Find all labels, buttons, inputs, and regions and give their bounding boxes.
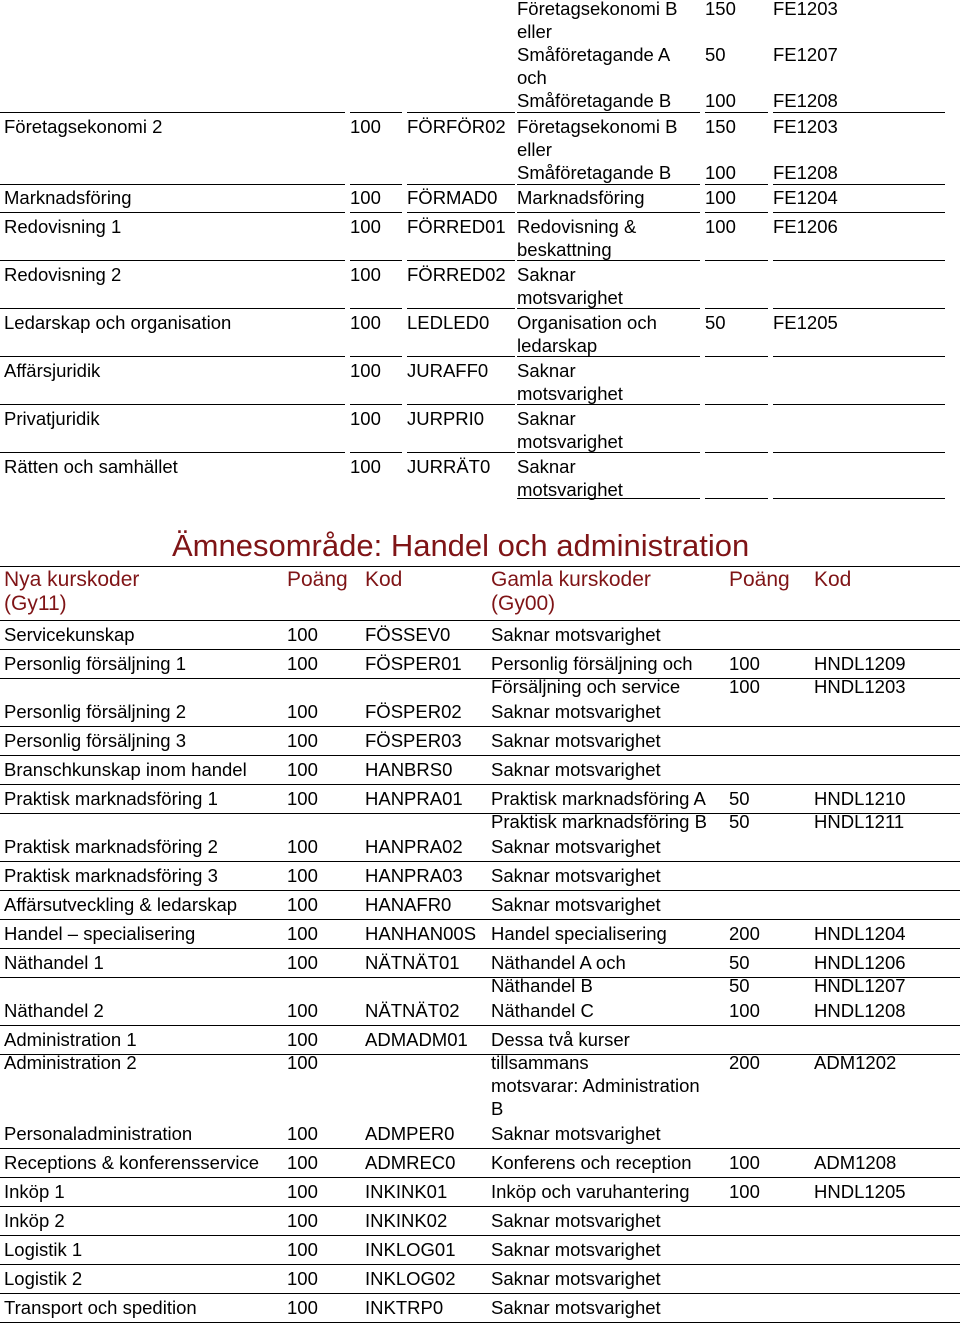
row-divider (407, 356, 515, 357)
row-divider (705, 184, 768, 185)
row-divider (773, 356, 945, 357)
old-course-name: Saknar motsvarighet (491, 836, 661, 857)
row-divider (0, 977, 960, 978)
old-course-code: FE1203 FE1207 FE1208 (773, 0, 838, 111)
course-code: ADMPER0 (365, 1123, 455, 1144)
course-code: HANBRS0 (365, 759, 453, 780)
old-course-points: 100 100 (729, 653, 760, 697)
course-name: Praktisk marknadsföring 2 (4, 836, 218, 857)
row-divider (407, 404, 515, 405)
course-name: Näthandel 2 (4, 1000, 104, 1021)
old-course-name: Personlig försäljning och Försäljning och service (491, 653, 693, 697)
course-code: HANPRA02 (365, 836, 463, 857)
row-divider (407, 184, 515, 185)
course-points: 100 (287, 836, 318, 857)
row-divider (517, 498, 700, 499)
row-divider (705, 498, 768, 499)
course-name: Personlig försäljning 1 (4, 653, 187, 674)
old-course-points: 50 (705, 312, 726, 333)
old-course-name: Inköp och varuhantering (491, 1181, 690, 1202)
old-course-code: HNDL1205 (814, 1181, 906, 1202)
course-code: FÖSPER01 (365, 653, 462, 674)
old-course-points: 100 (729, 1181, 760, 1202)
old-course-name: Saknar motsvarighet (491, 1297, 661, 1318)
course-name: Personlig försäljning 2 (4, 701, 187, 722)
section-heading: Ämnesområde: Handel och administration (172, 528, 750, 563)
row-divider (773, 308, 945, 309)
row-divider (0, 1025, 960, 1026)
row-divider (0, 919, 960, 920)
course-name: Privatjuridik (4, 408, 100, 429)
course-name: Inköp 2 (4, 1210, 65, 1231)
course-name: Receptions & konferensservice (4, 1152, 260, 1173)
course-points: 100 (287, 653, 318, 674)
course-code: FÖRFÖR02 (407, 116, 506, 137)
course-points: 100 (350, 187, 381, 208)
row-divider (0, 861, 960, 862)
course-points: 100 (287, 1152, 318, 1173)
old-course-code: FE1204 (773, 187, 838, 208)
row-divider (773, 260, 945, 261)
course-code: NÄTNÄT01 (365, 952, 460, 973)
course-code: NÄTNÄT02 (365, 1000, 460, 1021)
header-old-courses: Gamla kurskoder (Gy00) (491, 568, 651, 615)
old-course-code: ADM1208 (814, 1152, 897, 1173)
old-course-name: Redovisning & beskattning (517, 216, 637, 260)
row-divider (407, 112, 515, 113)
course-code: INKLOG01 (365, 1239, 456, 1260)
course-name: Logistik 2 (4, 1268, 83, 1289)
course-points: 100 (350, 408, 381, 429)
course-code: HANAFR0 (365, 894, 452, 915)
row-divider (705, 308, 768, 309)
course-points: 100 (287, 894, 318, 915)
old-course-code: FE1203 FE1208 (773, 116, 838, 183)
course-points: 100 (350, 456, 381, 477)
course-points: 100 (287, 730, 318, 751)
old-course-name: Saknar motsvarighet (517, 456, 623, 500)
row-divider (517, 212, 700, 213)
old-course-name: Handel specialisering (491, 923, 667, 944)
header-new-courses: Nya kurskoder (Gy11) (4, 568, 140, 615)
row-divider (517, 184, 700, 185)
row-divider (350, 308, 402, 309)
course-points: 100 (350, 216, 381, 237)
row-divider (705, 260, 768, 261)
old-course-points: 150 100 (705, 116, 736, 183)
course-name: Personlig försäljning 3 (4, 730, 187, 751)
course-points: 100 (287, 788, 318, 809)
header-old-points: Poäng (729, 568, 790, 591)
old-course-points: 100 (705, 187, 736, 208)
old-course-name: Konferens och reception (491, 1152, 692, 1173)
old-course-name: Saknar motsvarighet (491, 701, 661, 722)
row-divider (705, 356, 768, 357)
row-divider (350, 356, 402, 357)
old-course-name: Företagsekonomi B eller Småföretagande A och Småföretagande B (517, 0, 678, 111)
row-divider (350, 452, 402, 453)
row-divider (773, 404, 945, 405)
course-code: JURPRI0 (407, 408, 485, 429)
old-course-code: ADM1202 (814, 1052, 897, 1073)
old-course-points: 200 (729, 1052, 760, 1073)
course-name: Administration 1 Administration 2 (4, 1029, 137, 1073)
course-name: Servicekunskap (4, 624, 135, 645)
row-divider (350, 404, 402, 405)
old-course-points: 100 (729, 1152, 760, 1173)
row-divider (350, 184, 402, 185)
row-divider (705, 212, 768, 213)
course-name: Rätten och samhället (4, 456, 178, 477)
course-code: FÖRRED01 (407, 216, 506, 237)
row-divider (517, 112, 700, 113)
course-name: Logistik 1 (4, 1239, 83, 1260)
row-divider (0, 1177, 960, 1178)
course-name: Företagsekonomi 2 (4, 116, 163, 137)
course-code: HANHAN00S (365, 923, 477, 944)
old-course-name: Praktisk marknadsföring A Praktisk marknadsföring B (491, 788, 707, 832)
row-divider (0, 308, 345, 309)
course-name: Affärsutveckling & ledarskap (4, 894, 238, 915)
old-course-name: Näthandel A och Näthandel B (491, 952, 626, 996)
course-points: 100 (350, 116, 381, 137)
course-points: 100 100 (287, 1029, 318, 1073)
course-points: 100 (350, 360, 381, 381)
old-course-code: HNDL1209 HNDL1203 (814, 653, 906, 697)
old-course-name: Saknar motsvarighet (491, 759, 661, 780)
course-points: 100 (287, 1239, 318, 1260)
course-points: 100 (287, 1268, 318, 1289)
course-name: Redovisning 2 (4, 264, 122, 285)
row-divider (773, 184, 945, 185)
course-name: Marknadsföring (4, 187, 132, 208)
course-name: Ledarskap och organisation (4, 312, 232, 333)
course-code: ADMADM01 (365, 1029, 468, 1050)
row-divider (0, 784, 960, 785)
row-divider (517, 308, 700, 309)
course-name: Redovisning 1 (4, 216, 122, 237)
course-points: 100 (287, 1123, 318, 1144)
old-course-name: Saknar motsvarighet (491, 1239, 661, 1260)
row-divider (0, 1054, 960, 1055)
course-points: 100 (287, 952, 318, 973)
course-points: 100 (287, 759, 318, 780)
row-divider (0, 726, 960, 727)
row-divider (0, 755, 960, 756)
row-divider (0, 112, 345, 113)
course-code: FÖSSEV0 (365, 624, 451, 645)
old-course-code: HNDL1206 HNDL1207 (814, 952, 906, 996)
old-course-name: Saknar motsvarighet (491, 624, 661, 645)
course-points: 100 (287, 923, 318, 944)
row-divider (0, 1293, 960, 1294)
course-points: 100 (350, 264, 381, 285)
row-divider (0, 813, 960, 814)
course-code: INKTRP0 (365, 1297, 444, 1318)
row-divider (0, 260, 345, 261)
row-divider (0, 1206, 960, 1207)
course-code: FÖRMAD0 (407, 187, 498, 208)
row-divider (0, 1235, 960, 1236)
header-code: Kod (365, 568, 403, 591)
old-course-name: Saknar motsvarighet (491, 1210, 661, 1231)
course-code: HANPRA03 (365, 865, 463, 886)
row-divider (0, 1264, 960, 1265)
old-course-name: Saknar motsvarighet (491, 730, 661, 751)
row-divider (407, 260, 515, 261)
row-divider (517, 260, 700, 261)
old-course-name: Saknar motsvarighet (517, 264, 623, 308)
course-points: 100 (287, 865, 318, 886)
row-divider (705, 112, 768, 113)
course-code: JURRÄT0 (407, 456, 491, 477)
old-course-name: Dessa två kurser tillsammans motsvarar: Administration B (491, 1029, 700, 1119)
old-course-code: HNDL1204 (814, 923, 906, 944)
course-points: 100 (287, 624, 318, 645)
old-course-points: 100 (729, 1000, 760, 1021)
row-divider (517, 356, 700, 357)
row-divider (407, 452, 515, 453)
course-name: Praktisk marknadsföring 3 (4, 865, 218, 886)
old-course-name: Saknar motsvarighet (491, 1268, 661, 1289)
row-divider (407, 308, 515, 309)
course-name: Branschkunskap inom handel (4, 759, 247, 780)
course-points: 100 (350, 312, 381, 333)
row-divider (0, 948, 960, 949)
row-divider (350, 260, 402, 261)
old-course-name: Näthandel C (491, 1000, 594, 1021)
course-code: FÖSPER03 (365, 730, 462, 751)
course-name: Inköp 1 (4, 1181, 65, 1202)
old-course-points: 200 (729, 923, 760, 944)
course-code: INKLOG02 (365, 1268, 456, 1289)
course-code: INKINK02 (365, 1210, 448, 1231)
row-divider (705, 404, 768, 405)
row-divider (0, 649, 960, 650)
course-code: FÖRRED02 (407, 264, 506, 285)
old-course-points: 100 (705, 216, 736, 237)
course-points: 100 (287, 1181, 318, 1202)
course-name: Handel – specialisering (4, 923, 196, 944)
old-course-name: Marknadsföring (517, 187, 645, 208)
course-name: Praktisk marknadsföring 1 (4, 788, 218, 809)
row-divider (0, 404, 345, 405)
row-divider (773, 498, 945, 499)
row-divider (350, 112, 402, 113)
row-divider (0, 1148, 960, 1149)
row-divider (0, 452, 345, 453)
header-old-code: Kod (814, 568, 852, 591)
course-code: INKINK01 (365, 1181, 448, 1202)
old-course-name: Organisation och ledarskap (517, 312, 657, 356)
old-course-name: Företagsekonomi B eller Småföretagande B (517, 116, 678, 183)
course-code: HANPRA01 (365, 788, 463, 809)
old-course-points: 150 50 100 (705, 0, 736, 111)
course-name: Transport och spedition (4, 1297, 197, 1318)
header-points: Poäng (287, 568, 348, 591)
row-divider (407, 212, 515, 213)
row-divider (0, 212, 345, 213)
course-code: ADMREC0 (365, 1152, 456, 1173)
old-course-code: FE1205 (773, 312, 838, 333)
old-course-name: Saknar motsvarighet (517, 360, 623, 404)
row-divider (773, 452, 945, 453)
row-divider (0, 1322, 960, 1323)
row-divider (773, 212, 945, 213)
header-top-rule (0, 566, 960, 567)
course-code: FÖSPER02 (365, 701, 462, 722)
row-divider (0, 184, 345, 185)
old-course-points: 50 50 (729, 788, 750, 832)
course-points: 100 (287, 701, 318, 722)
table-header-row (0, 566, 960, 620)
row-divider (705, 452, 768, 453)
row-divider (517, 404, 700, 405)
row-divider (350, 212, 402, 213)
course-points: 100 (287, 1297, 318, 1318)
old-course-code: FE1206 (773, 216, 838, 237)
course-name: Affärsjuridik (4, 360, 101, 381)
course-points: 100 (287, 1000, 318, 1021)
old-course-points: 50 50 (729, 952, 750, 996)
old-course-name: Saknar motsvarighet (491, 865, 661, 886)
course-code: LEDLED0 (407, 312, 490, 333)
course-points: 100 (287, 1210, 318, 1231)
old-course-code: HNDL1210 HNDL1211 (814, 788, 906, 832)
old-course-name: Saknar motsvarighet (491, 894, 661, 915)
old-course-name: Saknar motsvarighet (491, 1123, 661, 1144)
course-name: Personaladministration (4, 1123, 193, 1144)
row-divider (0, 620, 960, 621)
row-divider (0, 890, 960, 891)
old-course-name: Saknar motsvarighet (517, 408, 623, 452)
row-divider (517, 452, 700, 453)
course-code: JURAFF0 (407, 360, 489, 381)
old-course-code: HNDL1208 (814, 1000, 906, 1021)
course-name: Näthandel 1 (4, 952, 104, 973)
row-divider (0, 678, 960, 679)
row-divider (773, 112, 945, 113)
row-divider (0, 356, 345, 357)
